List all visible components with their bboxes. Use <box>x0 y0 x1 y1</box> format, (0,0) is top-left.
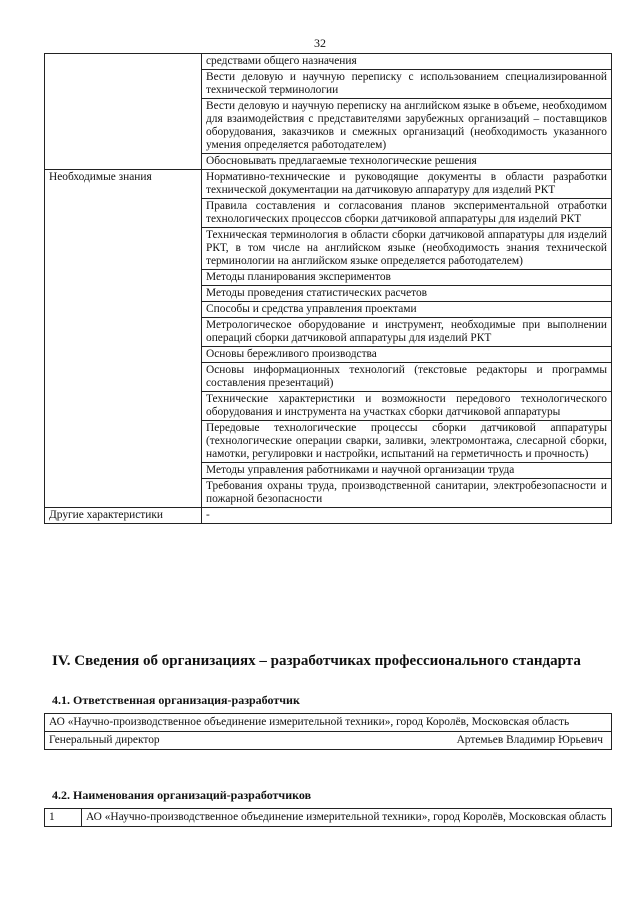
table-row <box>45 714 612 732</box>
responsible-org-name: АО «Научно-производственное объединение измерительной техники», город Королёв, Московская область <box>45 714 612 732</box>
knowledge-cell: Методы планирования экспериментов <box>202 270 612 286</box>
other-characteristics-label: Другие характеристики <box>45 508 202 524</box>
skill-cell: Вести деловую и научную переписку на английском языке в объеме, необходимом для взаимодействия с представителями зарубежных организаций – поставщиков оборудования, заказчиков и смежных организаций (необходимость указанного умения определяется работодателем) <box>202 99 612 154</box>
skill-cell: средствами общего назначения <box>202 54 612 70</box>
section-title: IV. Сведения об организациях – разработчиках профессионального стандарта <box>52 653 581 669</box>
knowledge-cell: Технические характеристики и возможности передового технологического оборудования и инструмента на участках сборки датчиковой аппаратуры <box>202 392 612 421</box>
director-cell <box>45 732 612 750</box>
director-position: Генеральный директор <box>49 734 160 746</box>
table-row <box>45 54 612 70</box>
skill-cell: Обосновывать предлагаемые технологические решения <box>202 154 612 170</box>
table-row <box>45 809 612 827</box>
knowledge-cell: Правила составления и согласования планов экспериментальной отработки технологических процессов сборки датчиковой аппаратуры для изделий РКТ <box>202 199 612 228</box>
knowledge-cell: Способы и средства управления проектами <box>202 302 612 318</box>
skill-cell: Вести деловую и научную переписку с использованием специализированной технической терминологии <box>202 70 612 99</box>
table-row <box>45 170 612 199</box>
knowledge-cell: Передовые технологические процессы сборки датчиковой аппаратуры (технологические операции сварки, заливки, электромонтажа, слесарной сборки, намотки, регулировки и настройки, испытаний на герметичность и прочность) <box>202 421 612 463</box>
table-row <box>45 732 612 750</box>
page-number: 32 <box>314 36 326 50</box>
responsible-org-heading: 4.1. Ответственная организация-разработчик <box>52 693 300 707</box>
knowledge-cell: Методы проведения статистических расчетов <box>202 286 612 302</box>
skills-knowledge-table <box>44 53 612 524</box>
knowledge-cell: Основы информационных технологий (текстовые редакторы и программы составления презентаций) <box>202 363 612 392</box>
knowledge-cell: Техническая терминология в области сборки датчиковой аппаратуры для изделий РКТ, в том числе на английском языке (необходимость знания технической терминологии на английском языке определяется работодателем) <box>202 228 612 270</box>
developers-table <box>44 808 612 827</box>
developer-number: 1 <box>45 809 82 827</box>
knowledge-label: Необходимые знания <box>45 170 202 508</box>
skills-label-cell <box>45 54 202 170</box>
knowledge-cell: Нормативно-технические и руководящие документы в области разработки технической документации на датчиковую аппаратуру для изделий РКТ <box>202 170 612 199</box>
knowledge-cell: Методы управления работниками и научной организации труда <box>202 463 612 479</box>
responsible-org-table <box>44 713 612 750</box>
director-name: Артемьев Владимир Юрьевич <box>456 734 603 746</box>
developers-heading: 4.2. Наименования организаций-разработчиков <box>52 788 312 802</box>
knowledge-cell: Требования охраны труда, производственной санитарии, электробезопасности и пожарной безопасности <box>202 479 612 508</box>
other-characteristics-value: - <box>202 508 612 524</box>
knowledge-cell: Метрологическое оборудование и инструмент, необходимые при выполнении операций сборки датчиковой аппаратуры для изделий РКТ <box>202 318 612 347</box>
knowledge-cell: Основы бережливого производства <box>202 347 612 363</box>
developer-name: АО «Научно-производственное объединение измерительной техники», город Королёв, Московская область <box>82 809 612 827</box>
table-row <box>45 508 612 524</box>
